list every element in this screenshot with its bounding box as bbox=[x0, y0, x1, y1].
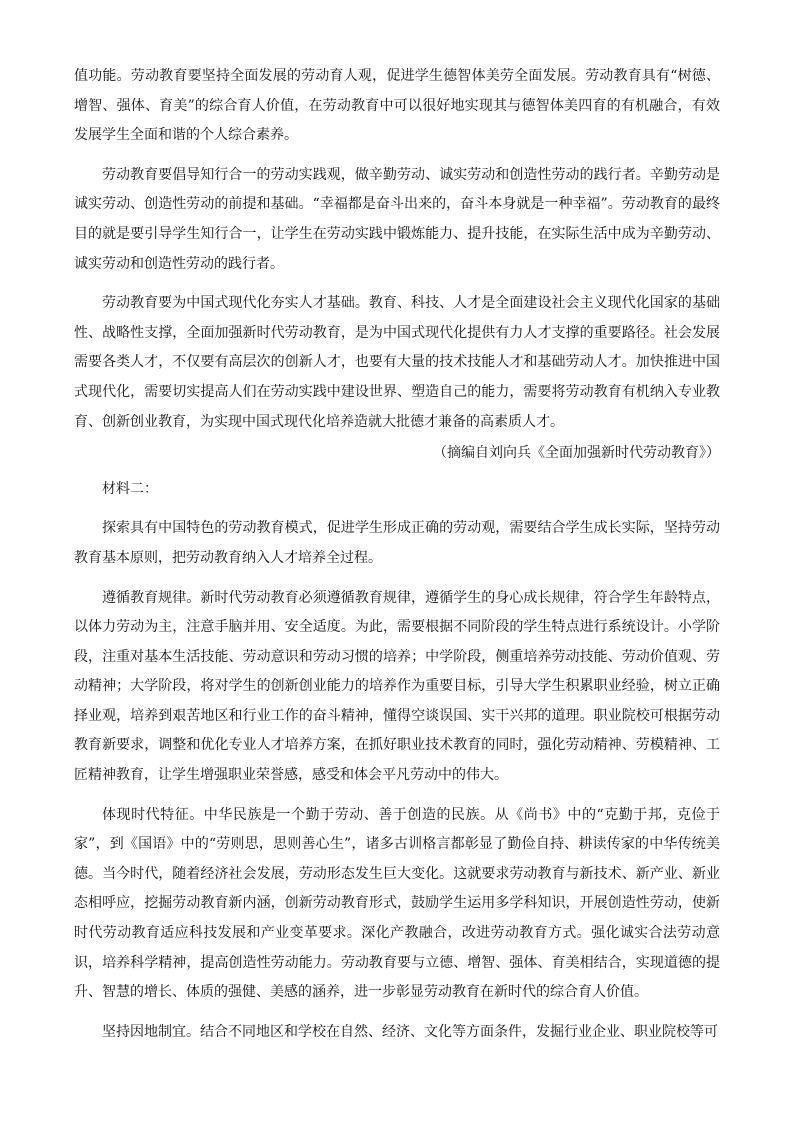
paragraph-continuation: 值功能。劳动教育要坚持全面发展的劳动育人观，促进学生德智体美劳全面发展。劳动教育具有“树德、增智、强体、育美”的综合育人价值，在劳动教育中可以很好地实现其与德智体美四育的有机融合，有效发展学生全面和谐的个人综合素养。 bbox=[74, 68, 720, 144]
material-two-label: 材料二： bbox=[102, 480, 158, 497]
paragraph-local-conditions: 坚持因地制宜。结合不同地区和学校在自然、经济、文化等方面条件，发掘行业企业、职业院校等可 bbox=[102, 1023, 718, 1040]
paragraph-education-laws: 遵循教育规律。新时代劳动教育必须遵循教育规律，遵循学生的身心成长规律，符合学生年龄特点，以体力劳动为主，注意手脑并用、安全适度。为此，需要根据不同阶段的学生特点进行系统设计。小学阶段，注重对基本生活技能、劳动意识和劳动习惯的培养；中学阶段，侧重培养劳动技能、劳动价值观、劳动精神；大学阶段，将对学生的创新创业能力的培养作为重要目标，引导大学生积累职业经验，树立正确择业观，培养到艰苦地区和行业工作的奋斗精神，懂得空谈误国、实干兴邦的道理。职业院校可根据劳动教育新要求，调整和优化专业人才培养方案，在抓好职业技术教育的同时，强化劳动精神、劳模精神、工匠精神教育，让学生增强职业荣誉感，感受和体会平凡劳动中的伟大。 bbox=[74, 589, 720, 784]
paragraph-practice-view: 劳动教育要倡导知行合一的劳动实践观，做辛勤劳动、诚实劳动和创造性劳动的践行者。辛勤劳动是诚实劳动、创造性劳动的前提和基础。“幸福都是奋斗出来的，奋斗本身就是一种幸福”。劳动教育的最终目的就是要引导学生知行合一，让学生在劳动实践中锻炼能力、提升技能，在实际生活中成为辛勤劳动、诚实劳动和创造性劳动的践行者。 bbox=[74, 166, 720, 272]
paragraph-era-features: 体现时代特征。中华民族是一个勤于劳动、善于创造的民族。从《尚书》中的“克勤于邦，克俭于家”，到《国语》中的“劳则思，思则善心生”，诸多古训格言都彰显了勤俭自持、耕读传家的中华传统美德。当今时代，随着经济社会发展，劳动形态发生巨大变化。这就要求劳动教育与新技术、新产业、新业态相呼应，挖掘劳动教育新内涵，创新劳动教育形式，鼓励学生运用多学科知识，开展创造性劳动，使新时代劳动教育适应科技发展和产业变革要求。深化产教融合，改进劳动教育方式。强化诚实合法劳动意识，培养科学精神，提高创造性劳动能力。劳动教育要与立德、增智、强体、育美相结合，实现道德的提升、智慧的增长、体质的强健、美感的涵养，进一步彰显劳动教育在新时代的综合育人价值。 bbox=[74, 806, 720, 1001]
paragraph-talent-foundation: 劳动教育要为中国式现代化夯实人才基础。教育、科技、人才是全面建设社会主义现代化国家的基础性、战略性支撑，全面加强新时代劳动教育，是为中国式现代化提供有力人才支撑的重要路径。社会发展需要各类人才，不仅要有高层次的创新人才，也要有大量的技术技能人才和基础劳动人才。加快推进中国式现代化，需要切实提高人们在劳动实践中建设世界、塑造自己的能力，需要将劳动教育有机纳入专业教育、创新创业教育，为实现中国式现代化培养造就大批德才兼备的高素质人才。 bbox=[74, 295, 720, 430]
paragraph-explore-model: 探索具有中国特色的劳动教育模式，促进学生形成正确的劳动观，需要结合学生成长实际，坚持劳动教育基本原则，把劳动教育纳入人才培养全过程。 bbox=[74, 520, 720, 566]
article-body bbox=[74, 62, 720, 1047]
source-citation: （摘编自刘向兵《全面加强新时代劳动教育》） bbox=[433, 445, 720, 462]
